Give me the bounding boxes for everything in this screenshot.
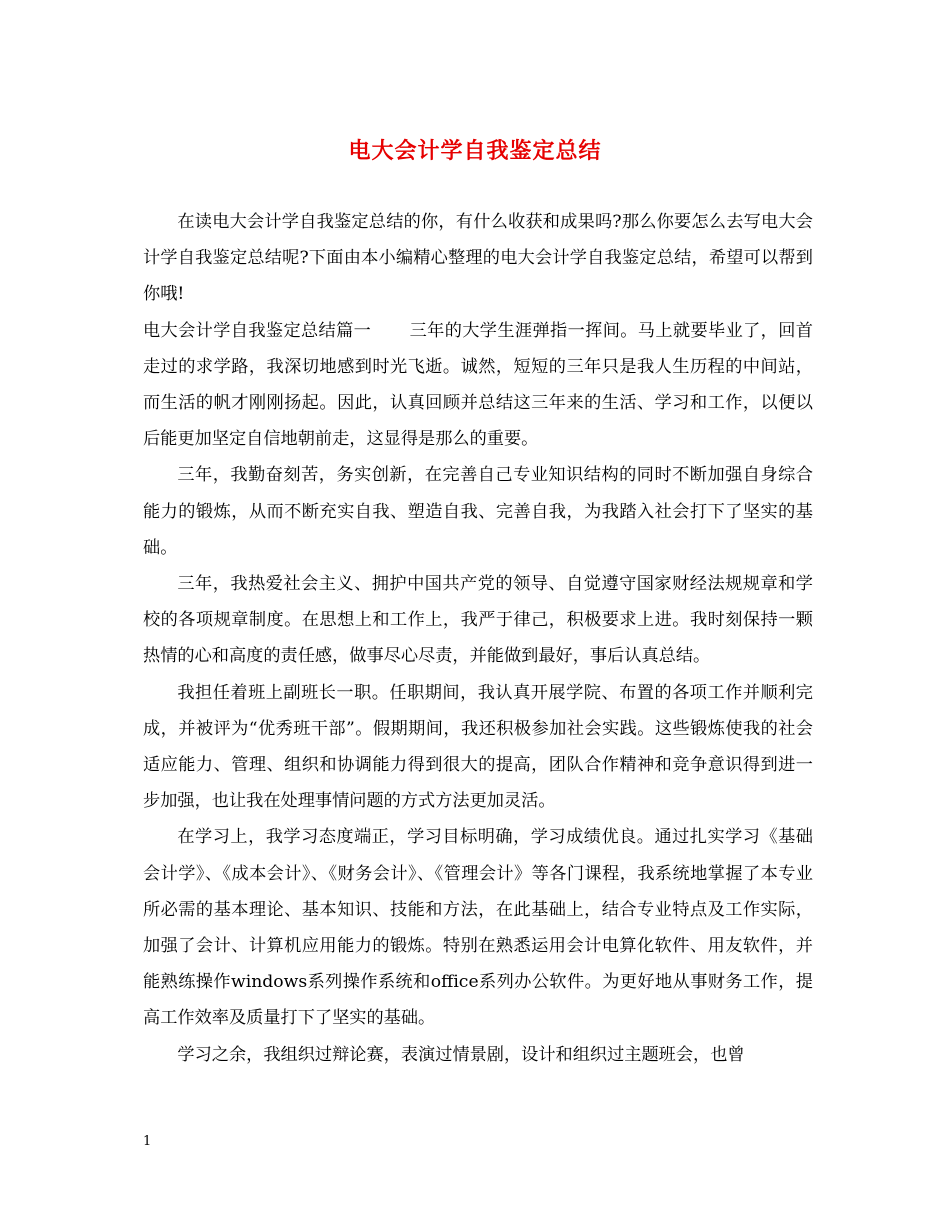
section-heading: 电大会计学自我鉴定总结篇一 [143, 320, 372, 341]
body-paragraph-5: 学习之余，我组织过辩论赛，表演过情景剧，设计和组织过主题班会，也曾 [177, 1044, 745, 1065]
body-paragraph-1: 三年，我勤奋刻苦，务实创新，在完善自己专业知识结构的同时不断加强自身综合能力的锻炼，从而不断充实自我、塑造自我、完善自我，为我踏入社会打下了坚实的基础。 [143, 465, 813, 558]
page-number: 1 [143, 1134, 152, 1149]
body-paragraph-3: 我担任着班上副班长一职。任职期间，我认真开展学院、布置的各项工作并顺利完成，并被评为“优秀班干部”。假期期间，我还积极参加社会实践。这些锻炼使我的社会适应能力、管理、组织和协调能力得到很大的提高，团队合作精神和竞争意识得到进一步加强，也让我在处理事情问题的方式方法更加灵活。 [143, 682, 813, 812]
section-paragraph [143, 313, 813, 458]
body-paragraph-2: 三年，我热爱社会主义、拥护中国共产党的领导、自觉遵守国家财经法规规章和学校的各项规章制度。在思想上和工作上，我严于律己，积极要求上进。我时刻保持一颗热情的心和高度的责任感，做事尽心尽责，并能做到最好，事后认真总结。 [143, 574, 813, 667]
document-title: 电大会计学自我鉴定总结 [348, 139, 602, 164]
document-body [143, 204, 813, 1073]
intro-paragraph: 在读电大会计学自我鉴定总结的你，有什么收获和成果吗?那么你要怎么去写电大会计学自我鉴定总结呢?下面由本小编精心整理的电大会计学自我鉴定总结，希望可以帮到你哦! [143, 212, 813, 305]
section-first-text: 三年的大学生涯弹指一挥间。马上就要毕业了，回首走过的求学路，我深切地感到时光飞逝。诚然，短短的三年只是我人生历程的中间站，而生活的帆才刚刚扬起。因此，认真回顾并总结这三年来的生活、学习和工作，以便以后能更加坚定自信地朝前走，这显得是那么的重要。 [143, 320, 813, 450]
body-paragraph-4: 在学习上，我学习态度端正，学习目标明确，学习成绩优良。通过扎实学习《基础会计学》、《成本会计》、《财务会计》、《管理会计》等各门课程，我系统地掌握了本专业所必需的基本理论、基本知识、技能和方法，在此基础上，结合专业特点及工作实际，加强了会计、计算机应用能力的锻炼。特别在熟悉运用会计电算化软件、用友软件，并能熟练操作windows系列操作系统和office系列办公软件。为更好地从事财务工作，提高工作效率及质量打下了坚实的基础。 [143, 827, 813, 1029]
